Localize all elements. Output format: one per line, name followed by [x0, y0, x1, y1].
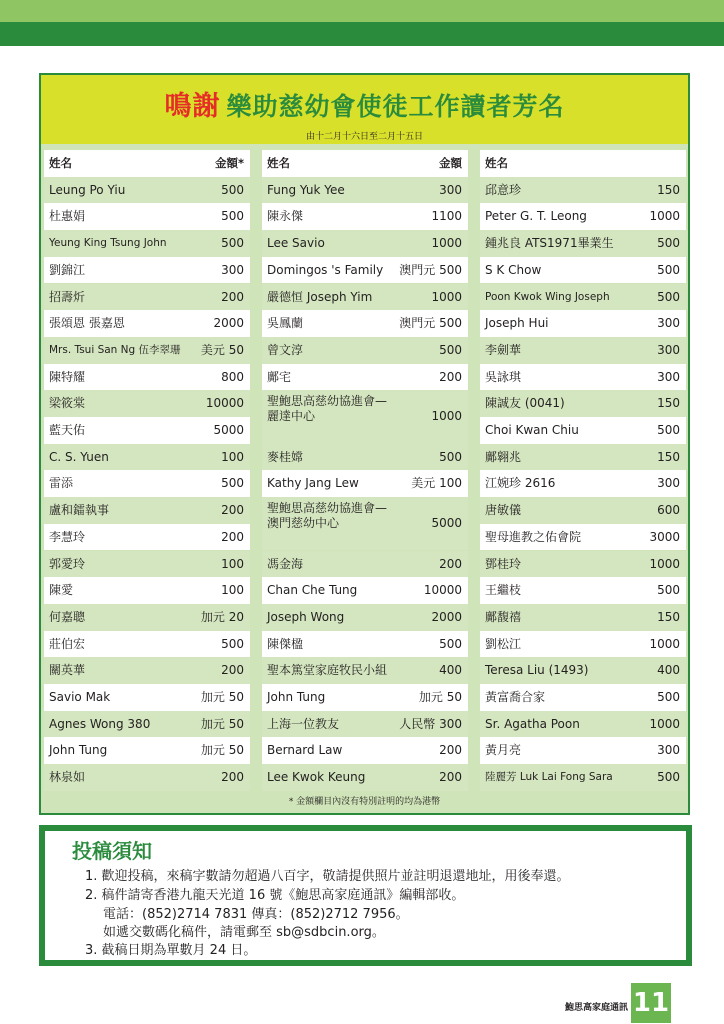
donor-row	[44, 657, 250, 684]
donation-amount: 500	[657, 690, 680, 704]
donor-name: 嚴德恒 Joseph Yim	[267, 289, 373, 304]
donor-name: 吳鳳蘭	[267, 316, 304, 331]
donation-amount: 300	[657, 476, 680, 491]
donation-amount: 美元 50	[200, 342, 244, 357]
notice-heading: 投稿須知	[72, 839, 152, 863]
donor-name: Sr. Agatha Poon	[485, 716, 580, 731]
donation-amount: 500	[221, 236, 244, 251]
donor-row	[480, 257, 686, 284]
donation-amount: 200	[221, 503, 244, 518]
donation-amount: 100	[221, 583, 244, 598]
header-amount: 金額	[439, 156, 462, 170]
donation-amount: 500	[221, 209, 244, 224]
donor-row	[262, 230, 468, 257]
page-footer	[0, 982, 724, 1024]
donor-name: 劉錦江	[49, 262, 86, 277]
notice-line-3: 3. 截稿日期為單數月 24 日。	[85, 943, 257, 958]
donor-name: Mrs. Tsui San Ng 伍李翠珊	[49, 343, 181, 356]
donor-row	[480, 764, 686, 791]
donor-row	[44, 711, 250, 738]
donation-amount: 200	[439, 556, 462, 571]
donor-row	[480, 310, 686, 337]
donor-row	[44, 684, 250, 711]
donor-row	[44, 203, 250, 230]
donation-amount: 美元 100	[411, 476, 462, 491]
donor-name: Poon Kwok Wing Joseph	[485, 290, 610, 303]
donor-name: 陸麗芳 Luk Lai Fong Sara	[485, 771, 613, 784]
donation-amount: 加元 20	[200, 609, 244, 624]
title-main: 樂助慈幼會使徒工作讀者芳名	[226, 92, 565, 121]
donation-amount: 150	[657, 609, 680, 624]
donation-amount: 人民幣 300	[399, 716, 462, 731]
donor-row	[44, 257, 250, 284]
donor-row	[480, 364, 686, 391]
donor-row	[262, 444, 468, 471]
donor-name: 林泉如	[49, 770, 86, 785]
donor-name: 唐敏儀	[485, 503, 522, 518]
donation-amount: 300	[439, 182, 462, 197]
donor-name: Bernard Law	[267, 743, 343, 758]
donation-amount: 500	[657, 423, 680, 437]
donor-name: 黃月亮	[485, 743, 522, 758]
donor-name: 陳傑楹	[267, 636, 304, 651]
donor-name: Joseph Hui	[485, 316, 549, 331]
donation-amount: 150	[657, 396, 680, 411]
donor-row	[480, 284, 686, 311]
donation-amount: 200	[221, 663, 244, 678]
donor-name: 藍天佑	[49, 423, 86, 437]
donor-row	[480, 577, 686, 604]
donation-amount: 2000	[213, 316, 244, 331]
donor-name: 盧和鐳執事	[49, 503, 110, 518]
donation-amount: 1000	[431, 289, 462, 304]
header-name: 姓名	[267, 156, 290, 170]
donor-name: John Tung	[267, 690, 326, 704]
donor-name: 聖鮑思高慈幼協進會— 麗達中心	[267, 394, 388, 424]
donor-row	[262, 631, 468, 658]
submission-notice	[39, 825, 692, 966]
donation-amount: 500	[657, 770, 680, 785]
donor-row	[480, 497, 686, 524]
header-name: 姓名	[49, 156, 72, 170]
donation-amount: 500	[657, 236, 680, 251]
donation-amount: 300	[657, 316, 680, 331]
donor-row	[262, 604, 468, 631]
donor-row	[262, 497, 468, 550]
donor-name: Teresa Liu (1493)	[485, 663, 589, 678]
donor-row	[44, 390, 250, 417]
top-band-dark	[0, 22, 724, 46]
donor-name: 聖本篤堂家庭牧民小組	[267, 663, 388, 678]
donor-name: 李慧玲	[49, 529, 86, 544]
donation-amount: 1000	[431, 409, 462, 424]
donation-amount: 500	[657, 583, 680, 598]
notice-line-1: 1. 歡迎投稿，來稿字數請勿超過八百字，敬請提供照片並註明退還地址，用後奉還。	[85, 869, 570, 884]
donation-amount: 1000	[649, 556, 680, 571]
donor-name: 陳永傑	[267, 209, 304, 224]
donor-row	[480, 470, 686, 497]
donor-row	[262, 711, 468, 738]
donation-amount: 2000	[431, 609, 462, 624]
donor-name: Yeung King Tsung John	[49, 237, 167, 250]
donation-amount: 加元 50	[200, 743, 244, 758]
donation-amount: 100	[221, 449, 244, 464]
donor-row	[44, 444, 250, 471]
donor-row	[262, 657, 468, 684]
donor-name: 張頌恩 張嘉恩	[49, 316, 125, 331]
donor-name: Leung Po Yiu	[49, 182, 126, 197]
donor-row	[480, 604, 686, 631]
donor-name: Joseph Wong	[267, 609, 345, 624]
donor-name: 鄺宅	[267, 369, 292, 384]
donor-row	[480, 657, 686, 684]
donor-name: 陳愛	[49, 583, 74, 598]
donor-name: 陳特耀	[49, 369, 86, 384]
donation-amount: 5000	[431, 516, 462, 531]
currency-footnote: * 金額欄目內沒有特別註明的均為港幣	[288, 797, 441, 807]
donor-name: 鍾兆良 ATS1971畢業生	[485, 236, 614, 251]
column-header	[262, 150, 468, 177]
donor-row	[480, 337, 686, 364]
donation-amount: 400	[439, 663, 462, 678]
donor-row	[44, 764, 250, 791]
donation-amount: 300	[221, 262, 244, 277]
donation-amount: 1000	[649, 716, 680, 731]
donor-row	[262, 684, 468, 711]
page-number: 11	[631, 983, 671, 1023]
donor-name: 杜惠娟	[49, 209, 86, 224]
donor-name: 邱意珍	[485, 182, 522, 197]
donation-amount: 500	[221, 476, 244, 491]
donor-row	[262, 257, 468, 284]
donor-row	[262, 364, 468, 391]
donor-name: 招壽炘	[49, 289, 86, 304]
donor-row	[480, 203, 686, 230]
donation-amount: 加元 50	[200, 716, 244, 731]
donor-list-panel	[39, 73, 690, 815]
donor-row	[262, 310, 468, 337]
donor-name: Choi Kwan Chiu	[485, 423, 579, 437]
donor-name: Agnes Wong 380	[49, 716, 151, 731]
donor-name: 王繼枝	[485, 583, 522, 598]
donor-row	[262, 470, 468, 497]
donation-amount: 10000	[205, 396, 244, 411]
donor-name: 鄺翱兆	[485, 449, 522, 464]
top-band-light	[0, 0, 724, 22]
donor-name: 鄺馥禧	[485, 609, 522, 624]
donation-amount: 200	[439, 369, 462, 384]
donor-name: 何嘉聰	[49, 609, 86, 624]
donor-name: Domingos 's Family	[267, 262, 384, 277]
donor-row	[480, 177, 686, 204]
donor-name: Chan Che Tung	[267, 583, 358, 598]
donation-amount: 200	[439, 743, 462, 758]
donor-name: 聖鮑思高慈幼協進會— 澳門慈幼中心	[267, 501, 388, 531]
donation-amount: 1000	[431, 236, 462, 251]
donor-row	[480, 444, 686, 471]
column-header	[44, 150, 250, 177]
header-amount: 金額*	[214, 156, 244, 170]
donor-row	[262, 577, 468, 604]
header-name: 姓名	[485, 156, 508, 170]
donor-name: 上海一位教友	[267, 716, 340, 731]
donor-row	[480, 551, 686, 578]
donor-row	[44, 497, 250, 524]
donor-name: 黃富喬合家	[485, 690, 546, 704]
donor-row	[44, 177, 250, 204]
donor-name: S K Chow	[485, 262, 542, 277]
donor-row	[480, 684, 686, 711]
donation-amount: 500	[439, 636, 462, 651]
donor-row	[480, 417, 686, 444]
donation-amount: 500	[439, 449, 462, 464]
donation-amount: 400	[657, 663, 680, 678]
donation-amount: 800	[221, 369, 244, 384]
donor-row	[44, 524, 250, 551]
donor-row	[262, 284, 468, 311]
donor-row	[44, 470, 250, 497]
page-title	[41, 84, 688, 123]
donor-row	[480, 524, 686, 551]
donation-amount: 500	[657, 289, 680, 304]
donor-row	[44, 737, 250, 764]
donor-name: Savio Mak	[49, 690, 111, 704]
donor-name: John Tung	[49, 743, 108, 758]
donation-amount: 300	[657, 743, 680, 758]
donor-row	[262, 764, 468, 791]
donation-amount: 澳門元 500	[399, 262, 462, 277]
donor-row	[480, 230, 686, 257]
donor-row	[44, 551, 250, 578]
donor-name: Lee Savio	[267, 236, 325, 251]
donor-row	[262, 177, 468, 204]
donor-name: Fung Yuk Yee	[267, 182, 345, 197]
donation-amount: 加元 50	[418, 690, 462, 704]
donation-amount: 150	[657, 182, 680, 197]
donation-amount: 1000	[649, 636, 680, 651]
donation-amount: 500	[221, 182, 244, 197]
donation-amount: 200	[221, 529, 244, 544]
donation-amount: 1000	[649, 209, 680, 224]
donation-amount: 500	[657, 262, 680, 277]
donor-name: Kathy Jang Lew	[267, 476, 359, 491]
donor-row	[44, 631, 250, 658]
donation-amount: 3000	[649, 529, 680, 544]
donation-amount: 200	[221, 289, 244, 304]
notice-line-phone: 電話：(852)2714 7831 傳真：(852)2712 7956。	[103, 907, 409, 922]
donor-name: 聖母進教之佑會院	[485, 529, 582, 544]
donor-name: 莊伯宏	[49, 636, 86, 651]
donor-row	[480, 711, 686, 738]
donor-row	[480, 631, 686, 658]
donor-row	[262, 337, 468, 364]
donor-row	[44, 577, 250, 604]
donor-name: 劉松江	[485, 636, 522, 651]
donor-name: 曾文淳	[267, 342, 304, 357]
title-thanks: 鳴謝	[164, 91, 221, 122]
donor-name: 李劍華	[485, 342, 522, 357]
notice-line-email: 如遞交數碼化稿件，請電郵至 sb@sdbcin.org。	[103, 925, 385, 940]
donation-amount: 100	[221, 556, 244, 571]
date-range: 由十二月十六日至二月十五日	[305, 132, 423, 142]
donor-name: 郭愛玲	[49, 556, 86, 571]
donation-amount: 500	[439, 342, 462, 357]
donor-name: 江婉珍 2616	[485, 476, 556, 491]
donation-amount: 200	[221, 770, 244, 785]
donor-name: 鄧桂玲	[485, 556, 522, 571]
donor-name: 梁筱棠	[49, 396, 86, 411]
donation-amount: 150	[657, 449, 680, 464]
donor-name: 馮金海	[267, 556, 304, 571]
donation-amount: 加元 50	[200, 690, 244, 704]
donor-row	[44, 604, 250, 631]
donor-row	[44, 230, 250, 257]
donor-name: Peter G. T. Leong	[485, 209, 587, 224]
donor-row	[44, 337, 250, 364]
donation-amount: 300	[657, 342, 680, 357]
donor-name: 麥桂嫦	[267, 449, 304, 464]
donation-amount: 500	[221, 636, 244, 651]
donation-amount: 600	[657, 503, 680, 518]
donor-name: 陳誠友 (0041)	[485, 396, 565, 411]
donor-row	[262, 203, 468, 230]
donor-row	[44, 364, 250, 391]
notice-line-2: 2. 稿件請寄香港九龍天光道 16 號《鮑思高家庭通訊》編輯部收。	[85, 888, 465, 903]
donor-name: Lee Kwok Keung	[267, 770, 366, 785]
donation-amount: 澳門元 500	[399, 316, 462, 331]
donor-name: 雷添	[49, 476, 74, 491]
publication-name: 鮑思高家庭通訊	[564, 1003, 628, 1013]
top-color-band	[0, 0, 724, 46]
donation-amount: 1100	[431, 209, 462, 224]
donor-row	[262, 737, 468, 764]
donor-name: 吳詠琪	[485, 369, 522, 384]
donor-row	[44, 417, 250, 444]
donor-name: C. S. Yuen	[49, 449, 109, 464]
donor-row	[262, 551, 468, 578]
donor-row	[44, 310, 250, 337]
donor-row	[262, 390, 468, 443]
donor-row	[480, 390, 686, 417]
donation-amount: 200	[439, 770, 462, 785]
donation-amount: 5000	[213, 423, 244, 437]
donor-row	[480, 737, 686, 764]
donation-amount: 300	[657, 369, 680, 384]
donor-row	[44, 284, 250, 311]
column-header	[480, 150, 686, 177]
donor-name: 關英華	[49, 663, 86, 678]
donation-amount: 10000	[423, 583, 462, 598]
